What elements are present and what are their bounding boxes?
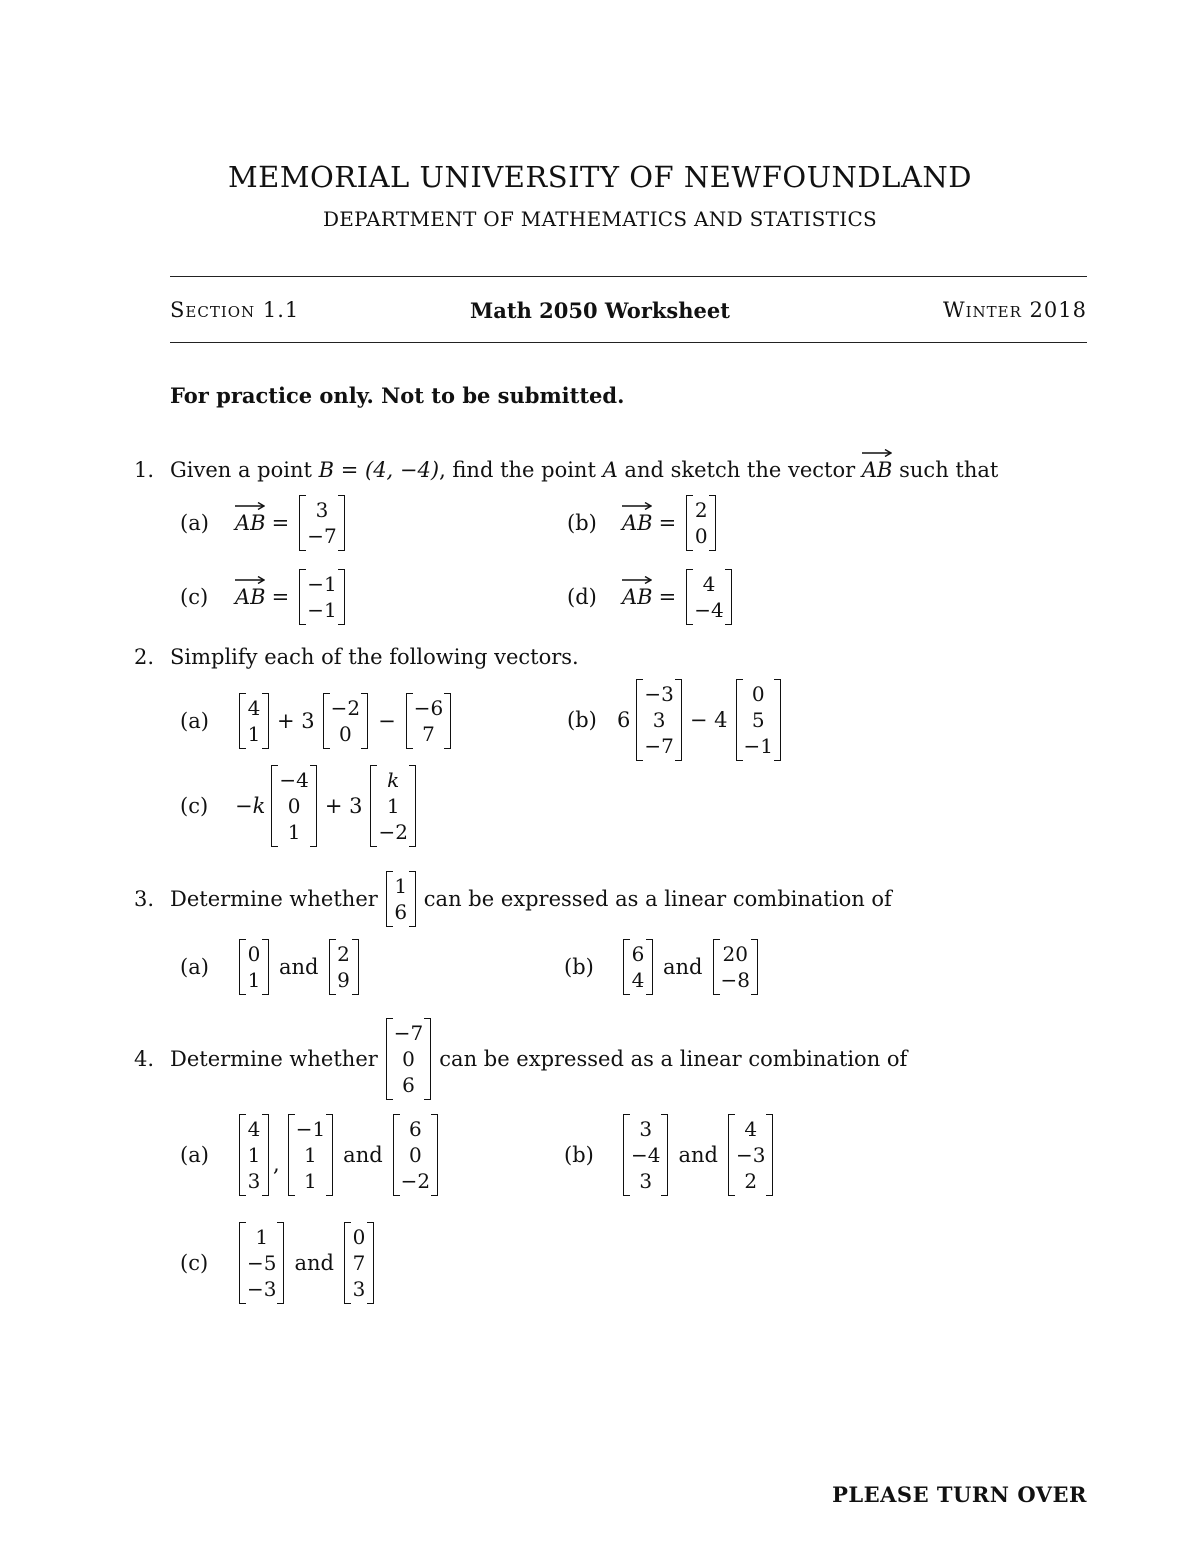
bottom-rule	[170, 342, 1087, 343]
part-label: (b)	[567, 511, 597, 535]
vector-entry: −2	[378, 820, 408, 844]
part-label: (b)	[564, 955, 594, 979]
vector-entry: −1	[307, 598, 337, 622]
vector-entry: −1	[743, 734, 773, 758]
part-label: (a)	[180, 709, 209, 733]
q1-part-c	[180, 569, 349, 625]
vector-ab: AB	[235, 585, 266, 609]
vector-entry: 2	[744, 1169, 758, 1193]
column-vector	[636, 679, 681, 761]
vector-entry: 2	[694, 498, 708, 522]
vector-entry: −1	[307, 572, 337, 596]
vector-arrow-icon	[235, 576, 265, 584]
column-vector	[299, 495, 344, 551]
vector-entry: 4	[744, 1117, 758, 1141]
vector-entry: −7	[393, 1021, 424, 1045]
vector-entry: 1	[255, 1225, 269, 1249]
vector-ab: AB	[622, 511, 653, 535]
vector-entry: 3	[652, 708, 666, 732]
q1-point-a: A	[602, 458, 618, 482]
part-label: (c)	[180, 1251, 209, 1275]
and-word: and	[343, 1143, 383, 1167]
practice-note: For practice only. Not to be submitted.	[170, 383, 625, 408]
vector-entry: 4	[702, 572, 716, 596]
column-vector	[299, 569, 344, 625]
vector-entry: −7	[307, 524, 337, 548]
vector-entry: 3	[247, 1169, 261, 1193]
part-label: (b)	[567, 708, 597, 732]
column-vector	[713, 939, 758, 995]
vector-arrow-icon	[622, 576, 652, 584]
vector-entry: 7	[352, 1251, 366, 1275]
q3-part-b	[564, 939, 762, 995]
vector-entry: −7	[644, 734, 674, 758]
q3-number: 3.	[134, 887, 155, 911]
part-label: (c)	[180, 585, 209, 609]
vector-entry: 1	[394, 874, 408, 898]
vector-entry: 1	[304, 1169, 317, 1193]
vector-entry: 6	[631, 942, 645, 966]
vector-entry: 0	[694, 524, 708, 548]
q4-text-b: can be expressed as a linear combination of	[439, 1047, 908, 1071]
q1-vector-ab: AB	[862, 458, 893, 482]
coefficient: 6	[617, 708, 631, 732]
column-vector	[623, 1114, 668, 1196]
vector-entry: 3	[352, 1277, 366, 1301]
vector-entry: −3	[247, 1277, 277, 1301]
vector-entry: 7	[422, 722, 435, 746]
section-label: Section 1.1	[170, 298, 300, 322]
equals-sign: =	[658, 585, 677, 609]
vector-arrow-icon	[235, 502, 265, 510]
and-word: and	[294, 1251, 334, 1275]
q4-text-a: Determine whether	[170, 1047, 378, 1071]
term-label: Winter 2018	[942, 298, 1087, 322]
q2-part-c	[180, 765, 420, 847]
vector-ab: AB	[622, 585, 653, 609]
vector-entry: 1	[304, 1143, 317, 1167]
q3-text-b: can be expressed as a linear combination of	[423, 887, 892, 911]
vector-entry: 1	[386, 794, 400, 818]
q4-part-a	[180, 1114, 442, 1196]
target-vector	[386, 1018, 431, 1100]
q4-number: 4.	[134, 1047, 155, 1071]
part-label: (d)	[567, 585, 597, 609]
vector-entry: 3	[639, 1169, 653, 1193]
q1-text-d: such that	[892, 458, 999, 482]
q3-part-a	[180, 939, 363, 995]
q1-text-c: and sketch the vector	[617, 458, 862, 482]
operator: − 4	[689, 708, 728, 732]
vector-entry: 9	[337, 968, 350, 992]
q1-part-a	[180, 495, 349, 551]
part-label: (a)	[180, 511, 209, 535]
column-vector	[686, 569, 731, 625]
q1-text-b: , find the point	[439, 458, 603, 482]
column-vector	[288, 1114, 333, 1196]
q3-prompt	[134, 871, 892, 927]
comma: ,	[273, 1152, 280, 1176]
column-vector	[686, 495, 716, 551]
vector-entry: −5	[247, 1251, 277, 1275]
department-name: DEPARTMENT OF MATHEMATICS AND STATISTICS	[322, 207, 878, 231]
column-vector	[239, 1114, 269, 1196]
vector-entry: 1	[247, 1143, 261, 1167]
and-word: and	[678, 1143, 718, 1167]
course-title: Math 2050 Worksheet	[470, 298, 730, 323]
vector-entry: k	[387, 768, 400, 792]
vector-entry: 20	[722, 942, 748, 966]
q1-part-d	[567, 569, 736, 625]
column-vector	[239, 1222, 284, 1304]
column-vector	[406, 693, 451, 749]
vector-entry: 4	[247, 1117, 261, 1141]
column-vector	[370, 765, 415, 847]
vector-entry: 6	[402, 1073, 415, 1097]
vector-entry: 5	[751, 708, 765, 732]
q4-prompt	[134, 1018, 907, 1100]
q4-part-b	[564, 1114, 777, 1196]
q2-part-a	[180, 693, 455, 749]
vector-entry: 0	[247, 942, 261, 966]
vector-entry: −4	[694, 598, 724, 622]
vector-entry: −4	[279, 768, 309, 792]
operator: −	[378, 709, 396, 733]
vector-entry: −3	[735, 1143, 766, 1167]
vector-ab: AB	[235, 511, 266, 535]
vector-entry: −6	[413, 696, 444, 720]
part-label: (a)	[180, 955, 209, 979]
vector-entry: 0	[409, 1143, 422, 1167]
q2-text: Simplify each of the following vectors.	[170, 645, 579, 669]
and-word: and	[663, 955, 703, 979]
q1-text-a: Given a point	[170, 458, 319, 482]
q2-part-b	[567, 679, 785, 761]
column-vector	[623, 939, 653, 995]
vector-entry: 4	[631, 968, 645, 992]
column-vector	[344, 1222, 374, 1304]
column-vector	[736, 679, 781, 761]
coefficient: −k	[235, 794, 266, 818]
vector-entry: 1	[247, 722, 261, 746]
q1-number: 1.	[134, 458, 155, 482]
vector-entry: 3	[639, 1117, 653, 1141]
and-word: and	[279, 955, 319, 979]
column-vector	[239, 939, 269, 995]
vector-entry: −2	[400, 1169, 431, 1193]
please-turn-over: PLEASE TURN OVER	[832, 1482, 1087, 1507]
column-vector	[323, 693, 368, 749]
vector-entry: 6	[409, 1117, 422, 1141]
vector-entry: −2	[330, 696, 361, 720]
vector-entry: 1	[247, 968, 261, 992]
university-name: MEMORIAL UNIVERSITY OF NEWFOUNDLAND	[227, 160, 973, 194]
operator: + 3	[324, 794, 363, 818]
q3-text-a: Determine whether	[170, 887, 378, 911]
vector-entry: 0	[287, 794, 301, 818]
q2-number: 2.	[134, 645, 155, 669]
part-label: (c)	[180, 794, 209, 818]
vector-entry: 2	[337, 942, 350, 966]
vector-entry: −4	[631, 1143, 661, 1167]
equals-sign: =	[271, 585, 290, 609]
column-vector	[329, 939, 359, 995]
vector-arrow-icon	[622, 502, 652, 510]
equals-sign: =	[271, 511, 290, 535]
vector-entry: 6	[394, 900, 408, 924]
vector-entry: −1	[295, 1117, 326, 1141]
operator: + 3	[277, 709, 315, 733]
top-rule	[170, 276, 1087, 277]
vector-entry: 1	[287, 820, 301, 844]
column-vector	[728, 1114, 773, 1196]
q1-point-b: B = (4, −4)	[318, 458, 440, 482]
q1-part-b	[567, 495, 720, 551]
column-vector	[393, 1114, 438, 1196]
column-vector	[239, 693, 269, 749]
part-label: (a)	[180, 1143, 209, 1167]
vector-entry: 0	[751, 682, 765, 706]
vector-arrow-icon	[862, 449, 892, 457]
column-vector	[271, 765, 316, 847]
q1-prompt	[134, 458, 998, 482]
equals-sign: =	[658, 511, 677, 535]
vector-entry: 0	[352, 1225, 366, 1249]
vector-entry: 0	[339, 722, 352, 746]
vector-entry: −8	[720, 968, 750, 992]
target-vector	[386, 871, 416, 927]
vector-entry: 4	[247, 696, 261, 720]
q4-part-c	[180, 1222, 378, 1304]
vector-entry: 0	[402, 1047, 415, 1071]
vector-entry: 3	[315, 498, 329, 522]
q2-prompt	[134, 645, 579, 669]
part-label: (b)	[564, 1143, 594, 1167]
vector-entry: −3	[644, 682, 674, 706]
